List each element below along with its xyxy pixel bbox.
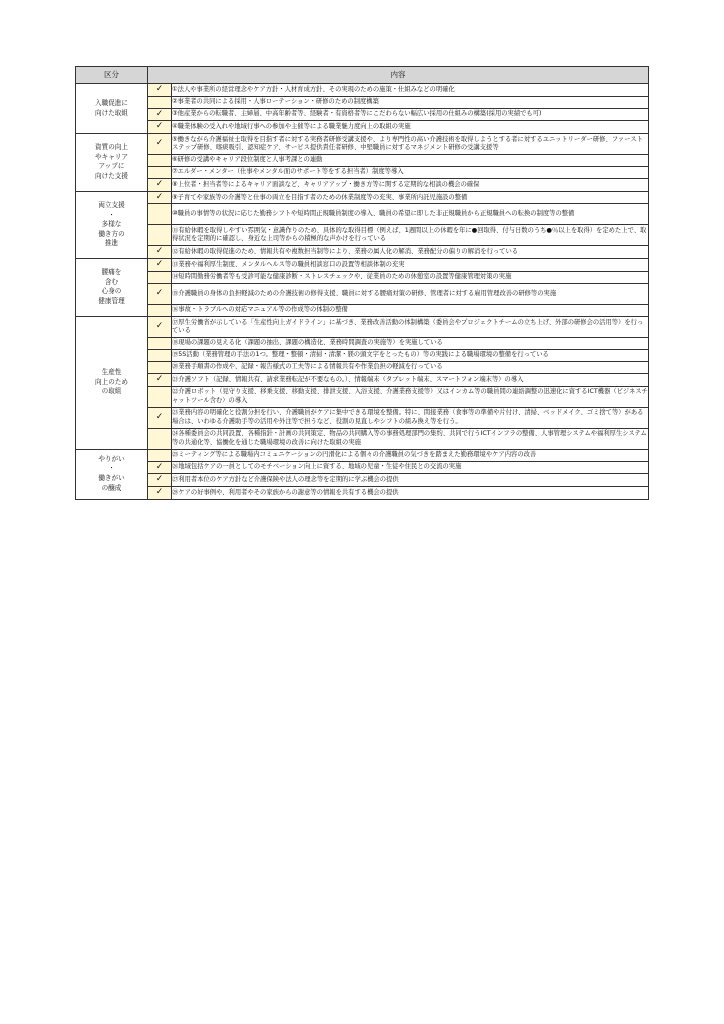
item-text: ①法人や事業所の経営理念やケア方針・人材育成方針、その実現のための施策・仕組みなどの明確化 [172,84,649,97]
item-text: ⑥研修の受講やキャリア段位制度と人事考課との連動 [172,155,649,167]
item-text: ⑯事故・トラブルへの対応マニュアル等の作成等の体制の整備 [172,304,649,316]
table-row [76,486,649,499]
item-text: ⑱現場の課題の見える化（課題の抽出、課題の構造化、業務時間調査の実施等）を実施している [172,337,649,349]
item-text: ⑤働きながら介護福祉士取得を目指す者に対する実務者研修受講支援や、より専門性の高い介護技術を取得しようとする者に対するユニットリーダー研修、ファーストステップ研修、喀痰吸引、認知症ケア、サービス提供責任者研修、中堅職員に対するマネジメント研修の受講支援等 [172,134,649,155]
item-text: ㉑介護ソフト（記録、情報共有、請求業務転記が不要なもの。）、情報端末（タブレット端末、スマートフォン端末等）の導入 [172,373,649,386]
check-icon: ✓ [155,373,164,384]
check-icon: ✓ [155,320,164,331]
item-text: ⑳業務手順書の作成や、記録・報告様式の工夫等による情報共有や作業負担の軽減を行っている [172,361,649,373]
check-icon: ✓ [155,287,164,298]
category-cell: 入職促進に 向けた取組 [76,84,148,134]
check-icon: ✓ [155,474,164,485]
checkbox-empty[interactable] [148,386,172,407]
table-row [76,167,649,179]
item-text: ㉔各種委員会の共同設置、各種指針・計画の共同策定、物品の共同購入等の事務処理部門の集約、共同で行うICTインフラの整備、人事管理システムや福利厚生システム等の共通化等、協働化を通じた職場環境の改善に向けた取組の実施 [172,428,649,449]
checkbox-checked[interactable] [148,461,172,474]
check-icon: ✓ [155,121,164,132]
table-row [76,361,649,373]
item-text: ⑲5S活動（業務管理の手法の1つ。整理・整頓・清掃・清潔・躾の頭文字をとったもの）等の実践による職場環境の整備を行っている [172,349,649,361]
item-text: ⑫有給休暇の取得促進のため、情報共有や複数担当制等により、業務の属人化の解消、業務配分の偏りの解消を行っている [172,246,649,259]
checkbox-checked[interactable] [148,407,172,428]
item-text: ⑨子育てや家族等の介護等と仕事の両立を目指す者のための休業制度等の充実、事業所内託児施設の整備 [172,191,649,204]
check-icon: ✓ [155,191,164,202]
checkbox-empty[interactable] [148,428,172,449]
item-text: ㉘ケアの好事例や、利用者やその家族からの謝意等の情報を共有する機会の提供 [172,486,649,499]
table-row [76,449,649,461]
checkbox-checked[interactable] [148,121,172,134]
checkbox-checked[interactable] [148,179,172,192]
check-icon: ✓ [155,246,164,257]
checkbox-checked[interactable] [148,474,172,487]
checkbox-empty[interactable] [148,204,172,225]
item-text: ⑧上位者・担当者等によるキャリア面談など、キャリアアップ・働き方等に関する定期的な相談の機会の確保 [172,179,649,192]
item-text: ⑩職員の事情等の状況に応じた勤務シフトや短時間正規職員制度の導入、職員の希望に即した非正規職員から正規職員への転換の制度等の整備 [172,204,649,225]
checkbox-checked[interactable] [148,316,172,337]
item-text: ⑬業務や福利厚生制度、メンタルヘルス等の職員相談窓口の設置等相談体制の充実 [172,259,649,272]
table-row [76,428,649,449]
table-row [76,204,649,225]
table-row [76,134,649,155]
table-header-row [76,67,649,84]
category-cell: 生産性 向上のため の取組 [76,316,148,449]
table-row [76,461,649,474]
check-icon: ✓ [155,108,164,119]
checkbox-checked[interactable] [148,84,172,97]
checkbox-empty[interactable] [148,349,172,361]
item-text: ④職業体験の受入れや地域行事への参加や主催等による職業魅力度向上の取組の実施 [172,121,649,134]
check-icon: ✓ [155,138,164,149]
table-row [76,316,649,337]
table-row [76,108,649,121]
table-row [76,337,649,349]
checkbox-checked[interactable] [148,134,172,155]
category-header: 区分 [76,67,148,84]
check-icon: ✓ [155,461,164,472]
table-row [76,474,649,487]
item-text: ③他産業からの転職者、主婦層、中高年齢者等、経験者・有資格者等にこだわらない幅広い採用の仕組みの構築(採用の実績でも可) [172,108,649,121]
table-row [76,96,649,108]
item-text: ㉕ミーティング等による職場内コミュニケーションの円滑化による個々の介護職員の気づきを踏まえた勤務環境やケア内容の改善 [172,449,649,461]
category-cell: 資質の向上 やキャリア アップに 向けた支援 [76,134,148,192]
checkbox-checked[interactable] [148,108,172,121]
item-text: ②事業者の共同による採用・人事ローテーション・研修のための制度構築 [172,96,649,108]
table-row [76,191,649,204]
item-text: ⑰厚生労働省が示している「生産性向上ガイドライン」に基づき、業務改善活動の体制構築（委員会やプロジェクトチームの立ち上げ、外部の研修会の活用等）を行っている [172,316,649,337]
improvement-measures-table [75,66,649,500]
table-row [76,84,649,97]
table-row [76,373,649,386]
table-row [76,179,649,192]
checkbox-checked[interactable] [148,486,172,499]
item-text: ㉒介護ロボット（見守り支援、移乗支援、移動支援、排泄支援、入浴支援、介護業務支援等）又はインカム等の職員間の連絡調整の迅速化に資するICT機器（ビジネスチャットツール含む）の導入 [172,386,649,407]
checkbox-empty[interactable] [148,337,172,349]
checkbox-empty[interactable] [148,96,172,108]
checkbox-checked[interactable] [148,259,172,272]
checkbox-empty[interactable] [148,225,172,246]
content-header: 内容 [148,67,649,84]
table-row [76,271,649,283]
checkbox-empty[interactable] [148,361,172,373]
checkbox-empty[interactable] [148,167,172,179]
table-row [76,246,649,259]
check-icon: ✓ [155,84,164,94]
table-row [76,155,649,167]
table-row [76,283,649,304]
item-text: ㉗利用者本位のケア方針など介護保険や法人の理念等を定期的に学ぶ機会の提供 [172,474,649,487]
checkbox-checked[interactable] [148,283,172,304]
item-text: ㉖地域包括ケアの一員としてのモチベーション向上に資する、地域の児童・生徒や住民との交流の実施 [172,461,649,474]
item-text: ⑭短時間勤務労働者等も受診可能な健康診断・ストレスチェックや、従業員のための休憩室の設置等健康管理対策の実施 [172,271,649,283]
check-icon: ✓ [155,486,164,497]
checkbox-checked[interactable] [148,246,172,259]
check-icon: ✓ [155,259,164,270]
checkbox-empty[interactable] [148,304,172,316]
item-text: ⑦エルダー・メンター（仕事やメンタル面のサポート等をする担当者）制度等導入 [172,167,649,179]
table-row [76,259,649,272]
table-row [76,407,649,428]
table-row [76,121,649,134]
checkbox-empty[interactable] [148,271,172,283]
item-text: ⑪有給休暇を取得しやすい雰囲気・意識作りのため、具体的な取得目標（例えば、1週間以上の休暇を年に●回取得、付与日数のうち●％以上を取得）を定めた上で、取得状況を定期的に確認し、身近な上司等からの積極的な声かけを行っている [172,225,649,246]
checkbox-checked[interactable] [148,373,172,386]
table-row [76,349,649,361]
checkbox-checked[interactable] [148,191,172,204]
check-icon: ✓ [155,411,164,422]
table-body [76,84,649,500]
table-row [76,304,649,316]
checkbox-empty[interactable] [148,449,172,461]
table-row [76,225,649,246]
checkbox-empty[interactable] [148,155,172,167]
category-cell: 腰痛を 含む 心身の 健康管理 [76,259,148,317]
item-text: ⑮介護職員の身体の負担軽減のための介護技術の修得支援、職員に対する腰痛対策の研修、管理者に対する雇用管理改善の研修等の実施 [172,283,649,304]
item-text: ㉓業務内容の明確化と役割分担を行い、介護職員がケアに集中できる環境を整備。特に、間接業務（食事等の準備や片付け、清掃、ベッドメイク、ゴミ捨て等）がある場合は、いわゆる介護助手等の活用や外注等で担うなど、役割の見直しやシフトの組み換え等を行う。 [172,407,649,428]
check-icon: ✓ [155,179,164,190]
table-row [76,386,649,407]
category-cell: 両立支援 ・ 多様な 働き方の 推進 [76,191,148,258]
category-cell: やりがい ・ 働きがい の醸成 [76,449,148,499]
